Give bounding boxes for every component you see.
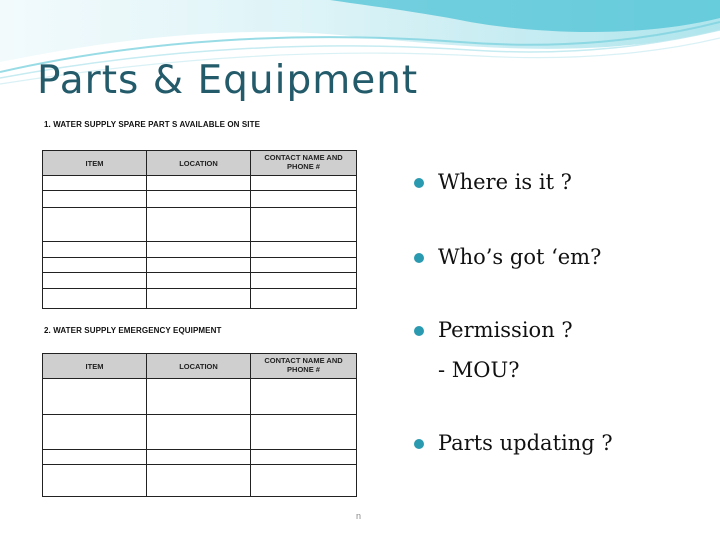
table-cell <box>251 273 357 289</box>
table-row <box>43 273 357 289</box>
table-cell <box>147 289 251 309</box>
table-cell <box>43 465 147 497</box>
table-cell <box>251 465 357 497</box>
table-cell <box>43 289 147 309</box>
column-header: LOCATION <box>147 151 251 176</box>
table-header-row <box>43 354 357 379</box>
table-row <box>43 176 357 191</box>
table-cell <box>43 415 147 450</box>
bullet-text: Who’s got ‘em? <box>438 245 602 269</box>
table-cell <box>43 176 147 191</box>
table-cell <box>43 450 147 465</box>
emergency-equipment-table <box>42 353 357 497</box>
slide-title: Parts & Equipment <box>37 58 419 103</box>
table-cell <box>251 258 357 273</box>
table-cell <box>43 258 147 273</box>
table-cell <box>147 273 251 289</box>
table-cell <box>43 242 147 258</box>
table-cell <box>251 208 357 242</box>
bullet-text: Parts updating ? <box>438 431 613 455</box>
table-row <box>43 379 357 415</box>
spare-parts-form <box>38 112 360 309</box>
spare-parts-table <box>42 150 357 309</box>
table-row <box>43 289 357 309</box>
table-cell <box>43 379 147 415</box>
table-cell <box>147 415 251 450</box>
bullet-dot-icon <box>414 326 424 336</box>
table-cell <box>147 465 251 497</box>
table-cell <box>147 191 251 208</box>
emergency-equipment-form <box>38 320 360 518</box>
table-row <box>43 415 357 450</box>
form-heading: 1. WATER SUPPLY SPARE PART S AVAILABLE ON SITE <box>44 120 261 129</box>
table-row <box>43 465 357 497</box>
sub-bullet-text: - MOU? <box>438 358 520 382</box>
table-row <box>43 450 357 465</box>
table-cell <box>43 208 147 242</box>
table-cell <box>251 242 357 258</box>
table-cell <box>43 273 147 289</box>
table-cell <box>251 289 357 309</box>
column-header: LOCATION <box>147 354 251 379</box>
column-header: ITEM <box>43 151 147 176</box>
bullet-dot-icon <box>414 439 424 449</box>
table-header-row <box>43 151 357 176</box>
column-header: CONTACT NAME AND PHONE # <box>251 151 357 176</box>
column-header: CONTACT NAME AND PHONE # <box>251 354 357 379</box>
bullet-text: Permission ? <box>438 318 573 342</box>
table-cell <box>147 208 251 242</box>
form-heading: 2. WATER SUPPLY EMERGENCY EQUIPMENT <box>44 326 222 335</box>
table-cell <box>147 242 251 258</box>
table-cell <box>147 176 251 191</box>
table-row <box>43 208 357 242</box>
table-row <box>43 242 357 258</box>
table-cell <box>147 450 251 465</box>
table-cell <box>147 379 251 415</box>
table-cell <box>251 176 357 191</box>
table-cell <box>147 258 251 273</box>
bullet-dot-icon <box>414 253 424 263</box>
table-cell <box>251 415 357 450</box>
bullet-dot-icon <box>414 178 424 188</box>
table-row <box>43 191 357 208</box>
stray-mark: n <box>356 511 362 521</box>
table-cell <box>251 191 357 208</box>
column-header: ITEM <box>43 354 147 379</box>
table-cell <box>43 191 147 208</box>
table-cell <box>251 379 357 415</box>
table-cell <box>251 450 357 465</box>
bullet-text: Where is it ? <box>438 170 572 194</box>
table-row <box>43 258 357 273</box>
